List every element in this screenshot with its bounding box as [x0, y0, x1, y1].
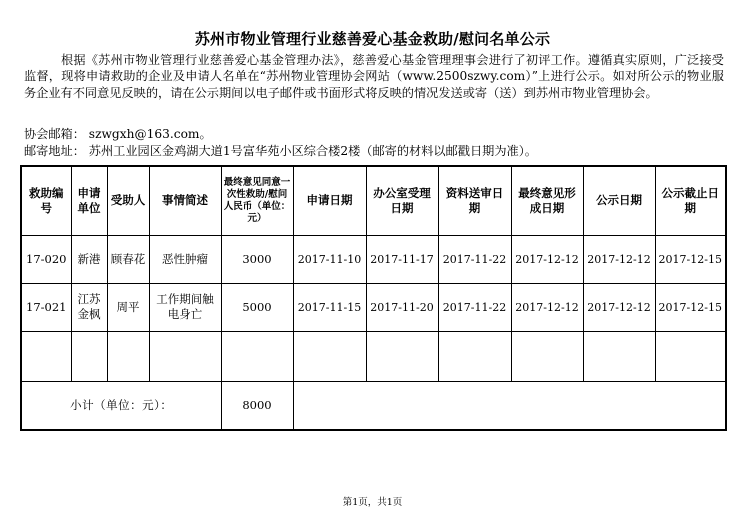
cell-id: 17-020 [21, 235, 71, 283]
table-row [21, 235, 726, 283]
cell-recipient: 周平 [107, 283, 149, 331]
empty-cell [221, 331, 293, 381]
subtotal-value: 8000 [221, 381, 293, 430]
cell-office-date: 2017-11-20 [366, 283, 438, 331]
header-final-date: 最终意见形成日期 [511, 166, 583, 235]
cell-publish-date: 2017-12-12 [583, 235, 655, 283]
page-footer: 第1页，共1页 [342, 497, 403, 508]
table-row-empty [21, 331, 726, 381]
header-publish-date: 公示日期 [583, 166, 655, 235]
header-amount: 最终意见同意一次性救助/慰问人民币（单位：元） [221, 166, 293, 235]
assistance-table [20, 165, 727, 431]
cell-review-date: 2017-11-22 [438, 235, 511, 283]
header-end-date: 公示截止日期 [655, 166, 726, 235]
contact-email: 协会邮箱： szwgxh@163.com。 [24, 127, 212, 141]
mailing-address: 邮寄地址： 苏州工业园区金鸡湖大道1号富华苑小区综合楼2楼（邮寄的材料以邮戳日期为准）。 [24, 144, 537, 158]
cell-end-date: 2017-12-15 [655, 283, 726, 331]
empty-cell [366, 331, 438, 381]
empty-cell [655, 331, 726, 381]
subtotal-row [21, 381, 726, 430]
table-header-row [21, 166, 726, 235]
empty-cell [107, 331, 149, 381]
cell-amount: 3000 [221, 235, 293, 283]
empty-cell [149, 331, 221, 381]
cell-recipient: 顾春花 [107, 235, 149, 283]
header-apply-date: 申请日期 [293, 166, 366, 235]
cell-apply-date: 2017-11-10 [293, 235, 366, 283]
subtotal-blank [293, 381, 726, 430]
cell-review-date: 2017-11-22 [438, 283, 511, 331]
header-id: 救助编号 [21, 166, 71, 235]
page-title: 苏州市物业管理行业慈善爱心基金救助/慰问名单公示 [194, 30, 551, 48]
table-row [21, 283, 726, 331]
header-recipient: 受助人 [107, 166, 149, 235]
empty-cell [511, 331, 583, 381]
cell-final-date: 2017-12-12 [511, 283, 583, 331]
header-unit: 申请单位 [71, 166, 107, 235]
empty-cell [21, 331, 71, 381]
header-review-date: 资料送审日期 [438, 166, 511, 235]
cell-end-date: 2017-12-15 [655, 235, 726, 283]
cell-publish-date: 2017-12-12 [583, 283, 655, 331]
cell-desc: 工作期间触电身亡 [149, 283, 221, 331]
header-office-date: 办公室受理日期 [366, 166, 438, 235]
cell-desc: 恶性肿瘤 [149, 235, 221, 283]
empty-cell [71, 331, 107, 381]
header-desc: 事情简述 [149, 166, 221, 235]
intro-paragraph: 根据《苏州市物业管理行业慈善爱心基金管理办法》，慈善爱心基金管理理事会进行了初评工作。遵循真实原则，广泛接受监督，现将申请救助的企业及申请人名单在“苏州物业管理协会网站（www.2500szwy.com）”上进行公示。如对所公示的物业服务企业有不同意见反映的，请在公示期间以电子邮件或书面形式将反映的情况发送或寄（送）到苏州市物业管理协会。 [24, 53, 724, 100]
empty-cell [583, 331, 655, 381]
cell-id: 17-021 [21, 283, 71, 331]
cell-amount: 5000 [221, 283, 293, 331]
empty-cell [293, 331, 366, 381]
cell-unit: 江苏金枫 [71, 283, 107, 331]
cell-unit: 新港 [71, 235, 107, 283]
cell-final-date: 2017-12-12 [511, 235, 583, 283]
subtotal-label: 小计（单位：元）： [21, 381, 221, 430]
empty-cell [438, 331, 511, 381]
cell-apply-date: 2017-11-15 [293, 283, 366, 331]
cell-office-date: 2017-11-17 [366, 235, 438, 283]
